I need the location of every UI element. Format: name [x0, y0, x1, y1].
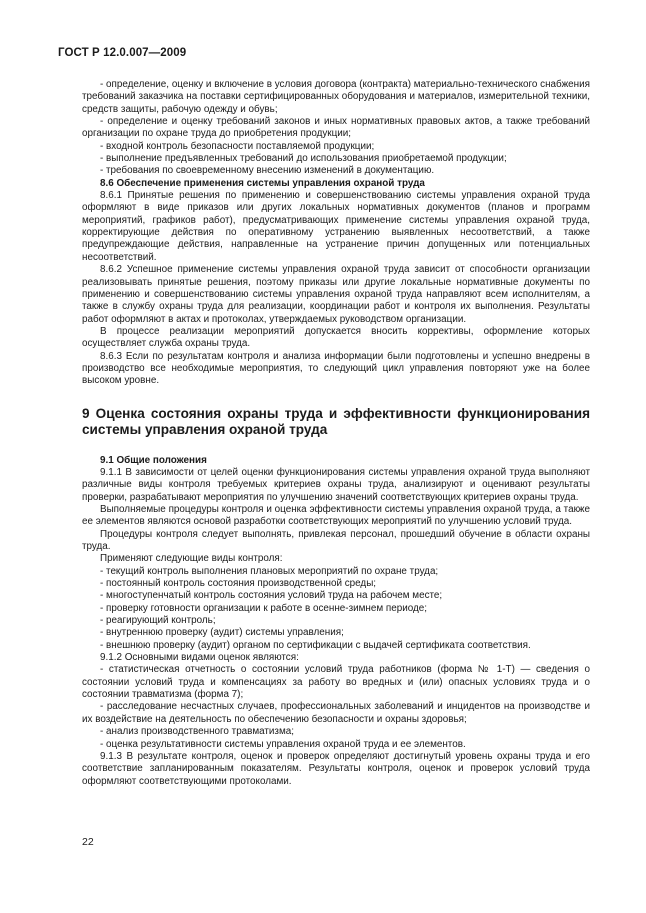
section-heading: 9 Оценка состояния охраны труда и эффективности функционирования системы управления охраной труда [82, 405, 590, 438]
list-item: - оценка результативности системы управления охраной труда и ее элементов. [100, 738, 466, 750]
list-item: - требования по своевременному внесению изменений в документацию. [100, 165, 435, 177]
paragraph: 9.1.1 В зависимости от целей оценки функционирования системы управления охраной труда выполняют различные виды контроля требуемых критериев охраны труда, анализируют и оценивают результаты проверки, разрабатывают мероприятия по улучшению значений соответствующих критериев охраны труда. [82, 466, 590, 503]
list-item: - определение и оценку требований законов и иных нормативных правовых актов, а также требований организации по охране труда до приобретения продукции; [82, 116, 590, 140]
list-item: - определение, оценку и включение в условия договора (контракта) материально-технического снабжения требований заказчика на поставки сертифицированных оборудования и материалов, измерительной техники, средств защиты, рабочую одежду и обувь; [82, 79, 590, 115]
paragraph: 8.6.1 Принятые решения по применению и совершенствованию системы управления охраной труда оформляют в виде приказов или других локальных нормативных документов (планов и программ мероприятий, графиков работ), предусматривающих применение системы управления охраной труда, корректирующие действия по оперативному устранению выявленных несоответствий, а также предупреждающие действия, направленные на устранение причин допущенных или потенциальных несоответствий. [82, 190, 590, 263]
paragraph: 8.6.2 Успешное применение системы управления охраной труда зависит от способности организации реализовывать принятые решения, поэтому приказы или другие локальные нормативные документы по применению и совершенствованию системы управления охраной труда направляют всем исполнителям, а также в службу охраны труда для реализации, координации работ и контроля их выполнения. Результаты работ оформляют в актах и протоколах, утверждаемых руководством организации. [82, 264, 590, 325]
paragraph: Выполняемые процедуры контроля и оценка эффективности системы управления охраной труда, а также ее элементов являются основой разработки соответствующих мероприятий по улучшению условий труда. [82, 503, 590, 528]
list-item: - многоступенчатый контроль состояния условий труда на рабочем месте; [100, 590, 443, 602]
document-header: ГОСТ Р 12.0.007—2009 [58, 47, 187, 59]
paragraph: В процессе реализации мероприятий допускается вносить коррективы, оформление которых осуществляет служба охраны труда. [82, 325, 590, 350]
list-item: - расследование несчастных случаев, профессиональных заболеваний и инцидентов на производстве и их воздействие на деятельность по обеспечению безопасности и охраны здоровья; [82, 701, 590, 725]
list-item: - входной контроль безопасности поставляемой продукции; [100, 140, 375, 152]
list-item: - внутреннюю проверку (аудит) системы управления; [100, 627, 344, 639]
list-item: - статистическая отчетность о состоянии условий труда работников (форма № 1-Т) — сведения о состоянии условий труда и компенсациях за работу во вредных и (или) опасных условиях труда и о состоянии травматизма (форма 7); [82, 664, 590, 701]
subsection-heading: 9.1 Общие положения [100, 454, 207, 466]
list-item: - выполнение предъявленных требований до использования приобретаемой продукции; [100, 153, 507, 165]
list-item: - постоянный контроль состояния производственной среды; [100, 578, 377, 590]
paragraph: 9.1.3 В результате контроля, оценок и проверок определяют достигнутый уровень охраны труда и его соответствие запланированным показателям. Результаты контроля, оценок и проверок условий труда оформляют соответствующими протоколами. [82, 750, 590, 787]
list-item: - реагирующий контроль; [100, 615, 216, 627]
list-item: - анализ производственного травматизма; [100, 726, 294, 738]
list-item: - внешнюю проверку (аудит) органом по сертификации с выдачей сертификата соответствия. [100, 639, 531, 651]
paragraph: 8.6.3 Если по результатам контроля и анализа информации были подготовлены и успешно внедрены в производство все необходимые мероприятия, то следующий цикл управления повторяют уже на более высоком уровне. [82, 350, 590, 387]
paragraph: Применяют следующие виды контроля: [100, 553, 283, 565]
page-number: 22 [82, 836, 94, 848]
page-body [82, 79, 590, 788]
paragraph: Процедуры контроля следует выполнять, привлекая персонал, прошедший обучение в области охраны труда. [82, 528, 590, 552]
paragraph: 9.1.2 Основными видами оценок являются: [100, 652, 299, 664]
list-item: - текущий контроль выполнения плановых мероприятий по охране труда; [100, 565, 439, 577]
subsection-heading: 8.6 Обеспечение применения системы управления охраной труда [100, 177, 425, 189]
list-item: - проверку готовности организации к работе в осенне-зимнем периоде; [100, 602, 428, 614]
